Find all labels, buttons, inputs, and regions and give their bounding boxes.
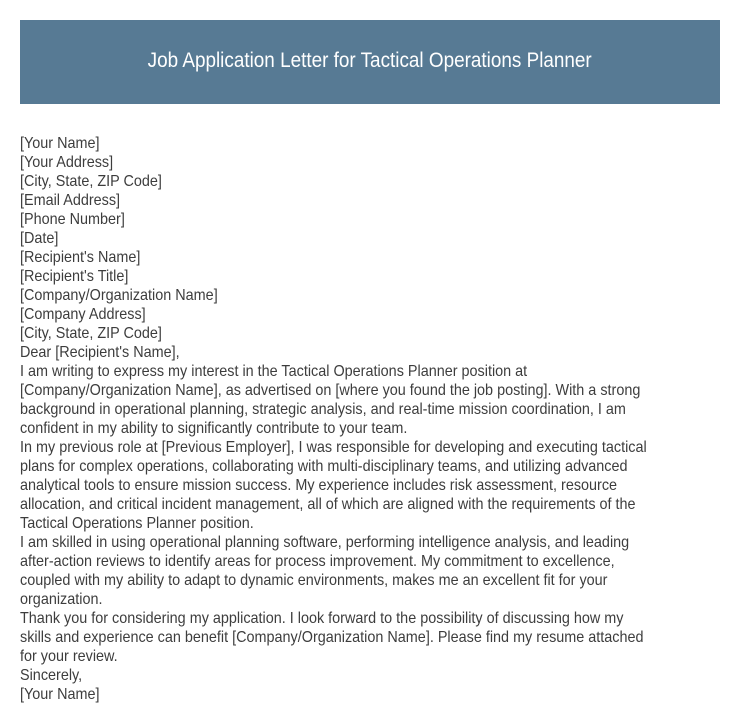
- sender-name: [Your Name]: [20, 135, 100, 152]
- page-title: Job Application Letter for Tactical Operations Planner: [147, 49, 593, 72]
- letter-date: [Date]: [20, 230, 59, 247]
- paragraph-line: I am skilled in using operational planning software, performing intelligence analysis, and leading: [20, 534, 630, 551]
- sender-email: [Email Address]: [20, 192, 121, 209]
- paragraph-line: Tactical Operations Planner position.: [20, 515, 254, 532]
- paragraph-closing: [20, 609, 740, 666]
- recipient-address: [Company Address]: [20, 306, 146, 323]
- recipient-title: [Recipient's Title]: [20, 268, 129, 285]
- recipient-block: [20, 248, 740, 343]
- paragraph-line: confident in my ability to significantly contribute to your team.: [20, 420, 408, 437]
- paragraph-line: for your review.: [20, 648, 118, 665]
- salutation: Dear [Recipient's Name],: [20, 344, 180, 361]
- recipient-organization: [Company/Organization Name]: [20, 287, 218, 304]
- paragraph-line: analytical tools to ensure mission success. My experience includes risk assessment, resource: [20, 477, 618, 494]
- paragraph-line: In my previous role at [Previous Employer], I was responsible for developing and executing tactical: [20, 439, 647, 456]
- signature: [Your Name]: [20, 686, 100, 703]
- paragraph-line: coupled with my ability to adapt to dynamic environments, makes me an excellent fit for your: [20, 572, 608, 589]
- page-header: [20, 20, 720, 104]
- letter-body: [20, 134, 740, 704]
- sender-block: [20, 134, 740, 248]
- sender-address: [Your Address]: [20, 154, 114, 171]
- recipient-city-state-zip: [City, State, ZIP Code]: [20, 325, 162, 342]
- paragraph-line: [Company/Organization Name], as advertised on [where you found the job posting]. With a strong: [20, 382, 641, 399]
- paragraph-line: organization.: [20, 591, 103, 608]
- paragraph-skills: [20, 533, 740, 609]
- paragraph-line: plans for complex operations, collaborating with multi-disciplinary teams, and utilizing advanced: [20, 458, 628, 475]
- paragraph-line: I am writing to express my interest in the Tactical Operations Planner position at: [20, 363, 528, 380]
- paragraph-line: background in operational planning, strategic analysis, and real-time mission coordination, I am: [20, 401, 626, 418]
- paragraph-line: allocation, and critical incident management, all of which are aligned with the requirements of the: [20, 496, 636, 513]
- sender-phone: [Phone Number]: [20, 211, 125, 228]
- sender-city-state-zip: [City, State, ZIP Code]: [20, 173, 162, 190]
- recipient-name: [Recipient's Name]: [20, 249, 141, 266]
- paragraph-line: after-action reviews to identify areas for process improvement. My commitment to excellence,: [20, 553, 615, 570]
- paragraph-experience: [20, 438, 740, 533]
- paragraph-intro: [20, 362, 740, 438]
- closing: Sincerely,: [20, 667, 83, 684]
- paragraph-line: skills and experience can benefit [Company/Organization Name]. Please find my resume attached: [20, 629, 644, 646]
- paragraph-line: Thank you for considering my application. I look forward to the possibility of discussing how my: [20, 610, 624, 627]
